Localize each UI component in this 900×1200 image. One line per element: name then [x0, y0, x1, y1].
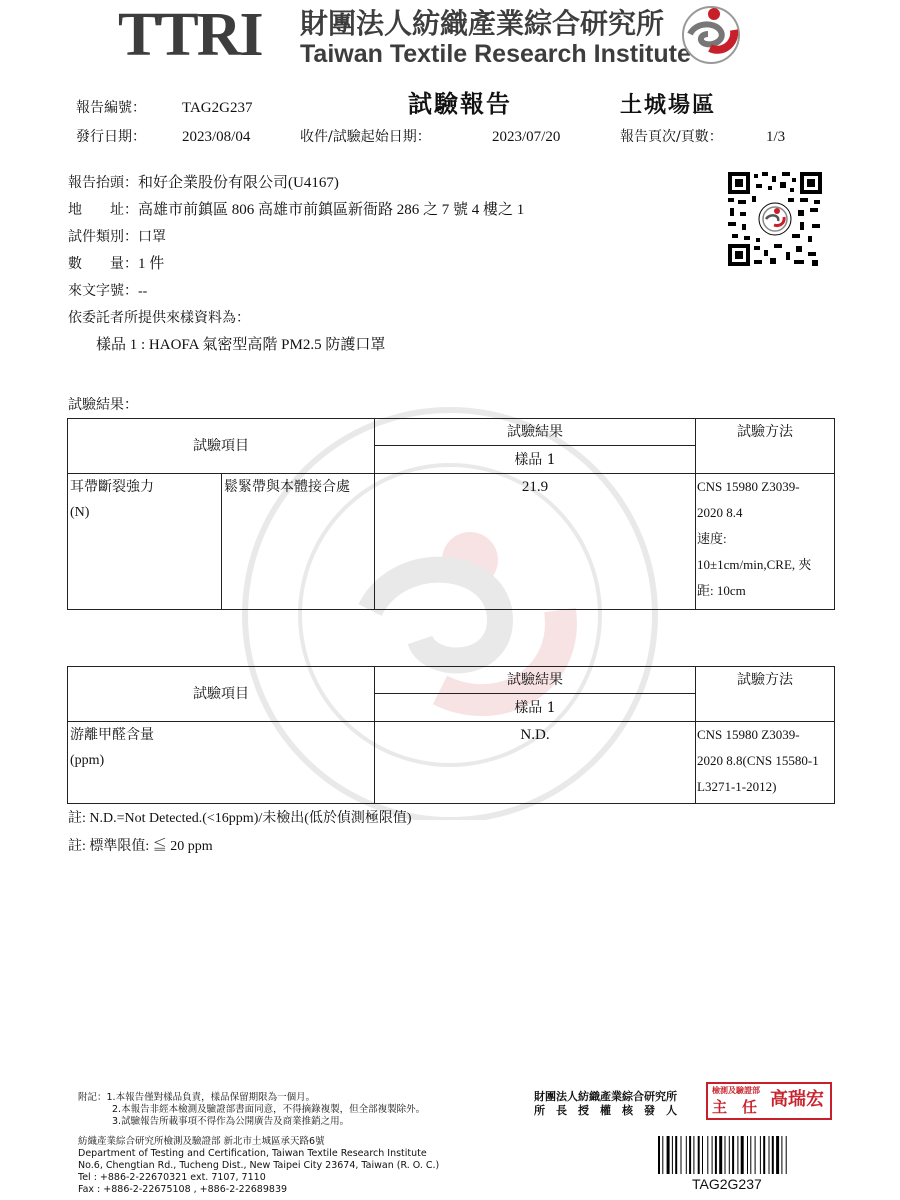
- issue-date-label: 發行日期：: [76, 129, 146, 145]
- fax: Fax : +886-2-22675108 , +886-2-22689839: [78, 1184, 288, 1195]
- provided-data-label: 依委託者所提供來樣資料為：: [68, 310, 250, 326]
- quantity-label: 數 量：: [68, 256, 138, 272]
- results-table-2: [67, 666, 835, 804]
- stamp-dept: 檢測及驗證部: [712, 1086, 760, 1095]
- test-item-unit: (ppm): [70, 753, 105, 768]
- test-item-cell: [68, 474, 222, 610]
- sample-type-row: [68, 228, 166, 246]
- barcode-text: TAG2G237: [692, 1176, 762, 1192]
- client-header-label: 報告抬頭：: [68, 175, 138, 191]
- method-line: 2020 8.4: [697, 505, 743, 520]
- method-line: CNS 15980 Z3039-: [697, 479, 800, 494]
- dept-en: Department of Testing and Certification, Taiwan Textile Research Institute: [78, 1148, 427, 1159]
- method-line: 距: 10cm: [697, 583, 746, 598]
- test-item-cell: [68, 722, 375, 804]
- qr-code[interactable]: [728, 172, 822, 266]
- pages-label: 報告頁次/頁數：: [620, 129, 723, 145]
- method-line: 2020 8.8(CNS 15580-1: [697, 753, 819, 768]
- tel: Tel : +886-2-22670321 ext. 7107, 7110: [78, 1172, 266, 1183]
- reference-value: --: [138, 284, 148, 299]
- dept-zh: 紡織產業綜合研究所檢測及驗證部 新北市土城區承天路6號: [78, 1136, 325, 1147]
- sample-description: 樣品 1 : HAOFA 氣密型高階 PM2.5 防護口罩: [96, 337, 386, 353]
- test-item-name: 耳帶斷裂強力: [70, 479, 154, 495]
- reference-row: [68, 282, 147, 301]
- quantity-value: 1 件: [138, 256, 165, 272]
- site-name: 土城場區: [620, 93, 717, 118]
- client-address-value: 高雄市前鎮區 806 高雄市前鎮區新衙路 286 之 7 號 4 樓之 1: [138, 202, 525, 218]
- address-en: No.6, Chengtian Rd., Tucheng Dist., New Taipei City 23674, Taiwan (R. O. C.): [78, 1160, 440, 1171]
- quantity-row: [68, 255, 164, 273]
- receive-date-label: 收件/試驗起始日期：: [300, 129, 431, 145]
- sample-type-label: 試件類別：: [68, 229, 138, 245]
- header-test-method: 試驗方法: [696, 667, 835, 722]
- pages-value: 1/3: [766, 129, 786, 145]
- header-sample-1: 樣品 1: [375, 446, 696, 474]
- signing-org: [534, 1090, 677, 1118]
- note-limit: 註: 標準限值: ≦ 20 ppm: [68, 839, 213, 854]
- result-value-cell: 21.9: [375, 474, 696, 610]
- client-address-label: 地 址：: [68, 202, 138, 218]
- signing-role: 所 長 授 權 核 發 人: [534, 1104, 677, 1117]
- remark-1: 附記：1.本報告僅對樣品負責，樣品保留期限為一個月。: [78, 1092, 316, 1103]
- stamp-role: 主 任: [712, 1098, 758, 1116]
- method-cell: [696, 474, 835, 610]
- method-cell: [696, 722, 835, 804]
- method-line: 10±1cm/min,CRE, 夾: [697, 557, 812, 572]
- method-line: 速度:: [697, 531, 727, 546]
- header-test-result: 試驗結果: [375, 419, 696, 446]
- client-address-row: [68, 201, 524, 219]
- ttri-emblem-icon: [676, 4, 746, 66]
- report-title: 試驗報告: [408, 90, 512, 118]
- header-test-item: 試驗項目: [68, 419, 375, 474]
- report-number: TAG2G237: [182, 100, 253, 116]
- results-table-1: [67, 418, 835, 610]
- results-label: 試驗結果：: [68, 397, 138, 413]
- issue-date: 2023/08/04: [182, 129, 251, 145]
- org-name-en: Taiwan Textile Research Institute: [300, 40, 691, 68]
- header-test-method: 試驗方法: [696, 419, 835, 474]
- approval-stamp: [706, 1082, 832, 1120]
- method-line: CNS 15980 Z3039-: [697, 727, 800, 742]
- receive-date: 2023/07/20: [492, 129, 561, 145]
- reference-label: 來文字號：: [68, 283, 138, 299]
- remark-2: 2.本報告非經本檢測及驗證部書面同意，不得摘錄複製，但全部複製除外。: [112, 1104, 426, 1115]
- note-nd: 註: N.D.=Not Detected.(<16ppm)/未檢出(低於偵測極限值): [68, 811, 412, 826]
- sample-type-value: 口罩: [138, 229, 166, 245]
- remark-3: 3.試驗報告所載事項不得作為公開廣告及商業推銷之用。: [112, 1116, 350, 1127]
- test-item-name: 游離甲醛含量: [70, 727, 154, 743]
- test-item-unit: (N): [70, 505, 90, 520]
- result-value-cell: N.D.: [375, 722, 696, 804]
- client-header-value: 和好企業股份有限公司(U4167): [138, 175, 339, 191]
- client-header-row: [68, 174, 339, 192]
- stamp-name: 高瑞宏: [770, 1089, 824, 1110]
- report-number-label: 報告編號：: [76, 100, 146, 116]
- method-line: L3271-1-2012): [697, 779, 777, 794]
- header-test-result: 試驗結果: [375, 667, 696, 694]
- signing-org-name: 財團法人紡織產業綜合研究所: [534, 1090, 677, 1103]
- header-test-item: 試驗項目: [68, 667, 375, 722]
- barcode: [656, 1136, 834, 1178]
- org-name-zh: 財團法人紡織產業綜合研究所: [300, 7, 665, 40]
- header-sample-1: 樣品 1: [375, 694, 696, 722]
- sub-item-cell: 鬆緊帶與本體接合處: [222, 474, 375, 610]
- ttri-logo: TTRI: [118, 1, 262, 69]
